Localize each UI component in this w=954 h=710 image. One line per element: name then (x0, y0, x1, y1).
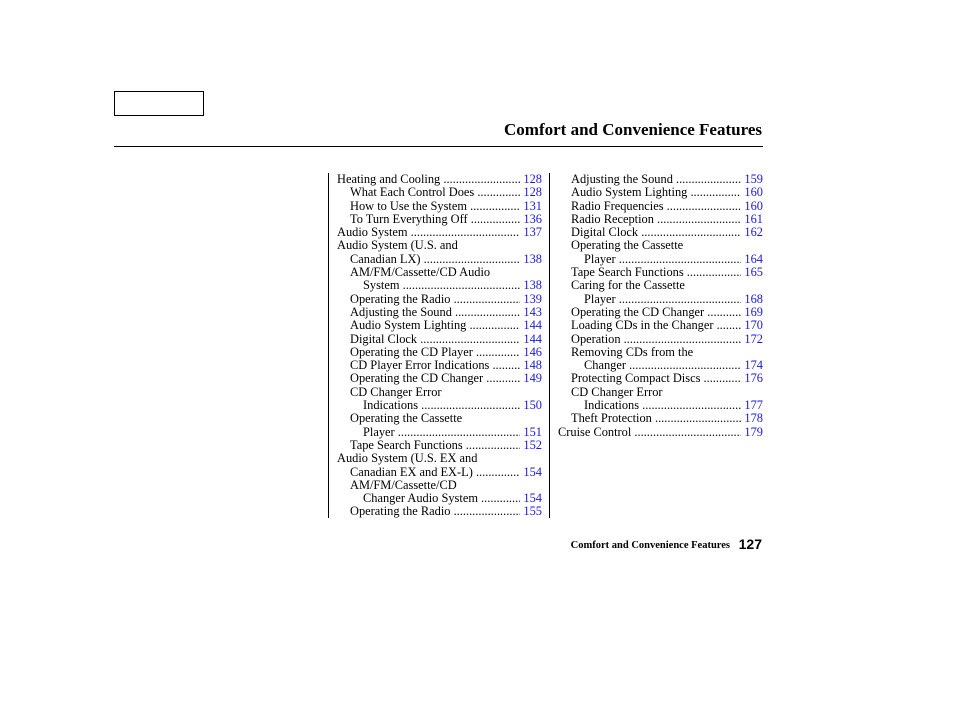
toc-page-link[interactable]: 138 (523, 278, 542, 293)
toc-page-link[interactable]: 128 (523, 172, 542, 186)
toc-entry-lead: Audio System (U.S. and (337, 238, 458, 253)
toc-page-link[interactable]: 161 (744, 211, 763, 226)
toc-entry-title: Operating the Radio ..... (350, 293, 520, 306)
toc-entry-title: Player ..... (584, 253, 741, 266)
toc-entry-title: Cruise Control ..... (558, 426, 741, 439)
toc-entry-title: Loading CDs in the Changer ..... (571, 319, 741, 332)
toc-entry[interactable] (363, 399, 542, 412)
toc-entry[interactable] (350, 253, 542, 266)
section-tab-box (114, 91, 204, 116)
toc-page-link[interactable]: 154 (523, 464, 542, 479)
toc-page-link[interactable]: 176 (744, 371, 763, 386)
toc-entry[interactable] (350, 505, 542, 518)
toc-page-link[interactable]: 128 (523, 185, 542, 200)
toc-entry-lead: CD Changer Error (571, 384, 663, 399)
toc-entry[interactable] (571, 213, 763, 226)
toc-entry[interactable] (571, 173, 763, 186)
toc-page-link[interactable]: 165 (744, 265, 763, 280)
toc-entry-lead: Operating the Cassette (350, 411, 463, 426)
toc-entry[interactable] (571, 200, 763, 213)
toc-entry-title: Audio System ..... (337, 226, 520, 239)
toc-page-link[interactable]: 152 (523, 437, 542, 452)
toc-entry[interactable] (584, 253, 763, 266)
toc-entry[interactable] (350, 293, 542, 306)
toc-entry[interactable] (363, 492, 542, 505)
toc-entry-title: Player ..... (363, 426, 520, 439)
toc-entry-title: Protecting Compact Discs ..... (571, 372, 741, 385)
toc-page-link[interactable]: 172 (744, 331, 763, 346)
toc-entry-title: Operating the Radio ..... (350, 505, 520, 518)
toc-page-link[interactable]: 170 (744, 318, 763, 333)
toc-entry-title: Tape Search Functions ..... (350, 439, 520, 452)
toc-entry-title: Operating the CD Player ..... (350, 346, 520, 359)
toc-entry-title: How to Use the System ..... (350, 200, 520, 213)
toc-entry[interactable] (350, 306, 542, 319)
footer-section-name: Comfort and Convenience Features (570, 540, 730, 551)
toc-entry-lead: Caring for the Cassette (571, 278, 685, 293)
toc-entry-title: Audio System Lighting ..... (350, 319, 520, 332)
toc-entry-title: Theft Protection ..... (571, 412, 741, 425)
toc-entry[interactable] (350, 213, 542, 226)
toc-entry[interactable] (337, 173, 542, 186)
toc-entry-title: Adjusting the Sound ..... (571, 173, 741, 186)
toc-page-link[interactable]: 154 (523, 491, 542, 506)
toc-entry-lead: Operating the Cassette (571, 238, 684, 253)
toc-page-link[interactable]: 144 (523, 318, 542, 333)
toc-entry-title: Audio System Lighting ..... (571, 186, 741, 199)
toc-page-link[interactable]: 149 (523, 371, 542, 386)
toc-entry[interactable] (363, 279, 542, 292)
toc-entry[interactable] (571, 266, 763, 279)
toc-page-link[interactable]: 164 (744, 251, 763, 266)
toc-entry-title: Digital Clock ..... (350, 333, 520, 346)
toc-page-link[interactable]: 168 (744, 291, 763, 306)
toc-entry-lead: Removing CDs from the (571, 344, 694, 359)
toc-page-link[interactable]: 151 (523, 424, 542, 439)
toc-page-link[interactable]: 131 (523, 198, 542, 213)
toc-entry[interactable] (571, 319, 763, 332)
toc-entry[interactable] (350, 333, 542, 346)
toc-page-link[interactable]: 138 (523, 251, 542, 266)
toc-entry-title: Radio Reception ..... (571, 213, 741, 226)
toc-entry[interactable] (571, 412, 763, 425)
toc-entry[interactable] (571, 226, 763, 239)
toc-page-link[interactable]: 139 (523, 291, 542, 306)
toc-page-link[interactable]: 143 (523, 304, 542, 319)
toc-entry-title: CD Player Error Indications ..... (350, 359, 520, 372)
toc-page-link[interactable]: 136 (523, 211, 542, 226)
toc-entry[interactable] (584, 293, 763, 306)
toc-page-link[interactable]: 179 (744, 424, 763, 439)
toc-entry-lead: AM/FM/Cassette/CD Audio (350, 265, 491, 280)
toc-entry[interactable] (350, 200, 542, 213)
toc-page-link[interactable]: 155 (523, 504, 542, 519)
toc-entry[interactable] (337, 226, 542, 239)
toc-entry[interactable] (350, 186, 542, 199)
toc-entry-title: Canadian LX) ..... (350, 253, 520, 266)
toc-page-link[interactable]: 174 (744, 358, 763, 373)
toc-entry-title: To Turn Everything Off ..... (350, 213, 520, 226)
toc-entry-title: Heating and Cooling ..... (337, 173, 520, 186)
toc-entry[interactable] (558, 426, 763, 439)
toc-entry[interactable] (350, 466, 542, 479)
toc-left-column (328, 173, 549, 518)
toc-entry[interactable] (571, 186, 763, 199)
toc-page-link[interactable]: 160 (744, 198, 763, 213)
toc-entry[interactable] (350, 319, 542, 332)
toc-page-link[interactable]: 137 (523, 225, 542, 240)
toc-entry-title: System ..... (363, 279, 520, 292)
toc-page-link[interactable]: 159 (744, 172, 763, 186)
header-divider (114, 146, 763, 147)
toc-entry[interactable] (584, 399, 763, 412)
toc-entry[interactable] (571, 306, 763, 319)
toc-entry[interactable] (571, 333, 763, 346)
toc-entry-title: Indications ..... (363, 399, 520, 412)
toc-entry-title: Operation ..... (571, 333, 741, 346)
toc-entry-title: Player ..... (584, 293, 741, 306)
toc-entry-title: Changer ..... (584, 359, 741, 372)
toc-page-link[interactable]: 148 (523, 358, 542, 373)
toc-entry-title: Adjusting the Sound ..... (350, 306, 520, 319)
toc-entry-title: Tape Search Functions ..... (571, 266, 741, 279)
toc-right-list (558, 173, 763, 439)
toc-entry-lead: CD Changer Error (350, 384, 442, 399)
toc-entry-title: What Each Control Does ..... (350, 186, 520, 199)
column-divider (549, 173, 550, 518)
toc-entry[interactable] (584, 359, 763, 372)
toc-entry[interactable] (350, 346, 542, 359)
toc-entry-title: Indications ..... (584, 399, 741, 412)
toc-entry-lead: AM/FM/Cassette/CD (350, 477, 457, 492)
toc-entry[interactable] (350, 372, 542, 385)
toc-entry[interactable] (350, 359, 542, 372)
toc-entry[interactable] (350, 439, 542, 452)
toc-entry-lead: Audio System (U.S. EX and (337, 451, 478, 466)
toc-entry[interactable] (571, 372, 763, 385)
toc-entry-title: Changer Audio System ..... (363, 492, 520, 505)
page-number: 127 (738, 536, 762, 552)
toc-page-link[interactable]: 160 (744, 185, 763, 200)
toc-page-link[interactable]: 162 (744, 225, 763, 240)
toc-entry-title: Digital Clock ..... (571, 226, 741, 239)
toc-entry-title: Radio Frequencies ..... (571, 200, 741, 213)
toc-page-link[interactable]: 146 (523, 344, 542, 359)
toc-entry-title: Operating the CD Changer ..... (571, 306, 741, 319)
page-title: Comfort and Convenience Features (504, 120, 762, 139)
toc-entry[interactable] (363, 426, 542, 439)
toc-page-link[interactable]: 144 (523, 331, 542, 346)
toc-entry-title: Canadian EX and EX-L) ..... (350, 466, 520, 479)
toc-left-list (337, 173, 542, 519)
toc-entry-title: Operating the CD Changer ..... (350, 372, 520, 385)
toc-page-link[interactable]: 177 (744, 398, 763, 413)
toc-page-link[interactable]: 150 (523, 398, 542, 413)
toc-page-link[interactable]: 169 (744, 304, 763, 319)
toc-page-link[interactable]: 178 (744, 411, 763, 426)
